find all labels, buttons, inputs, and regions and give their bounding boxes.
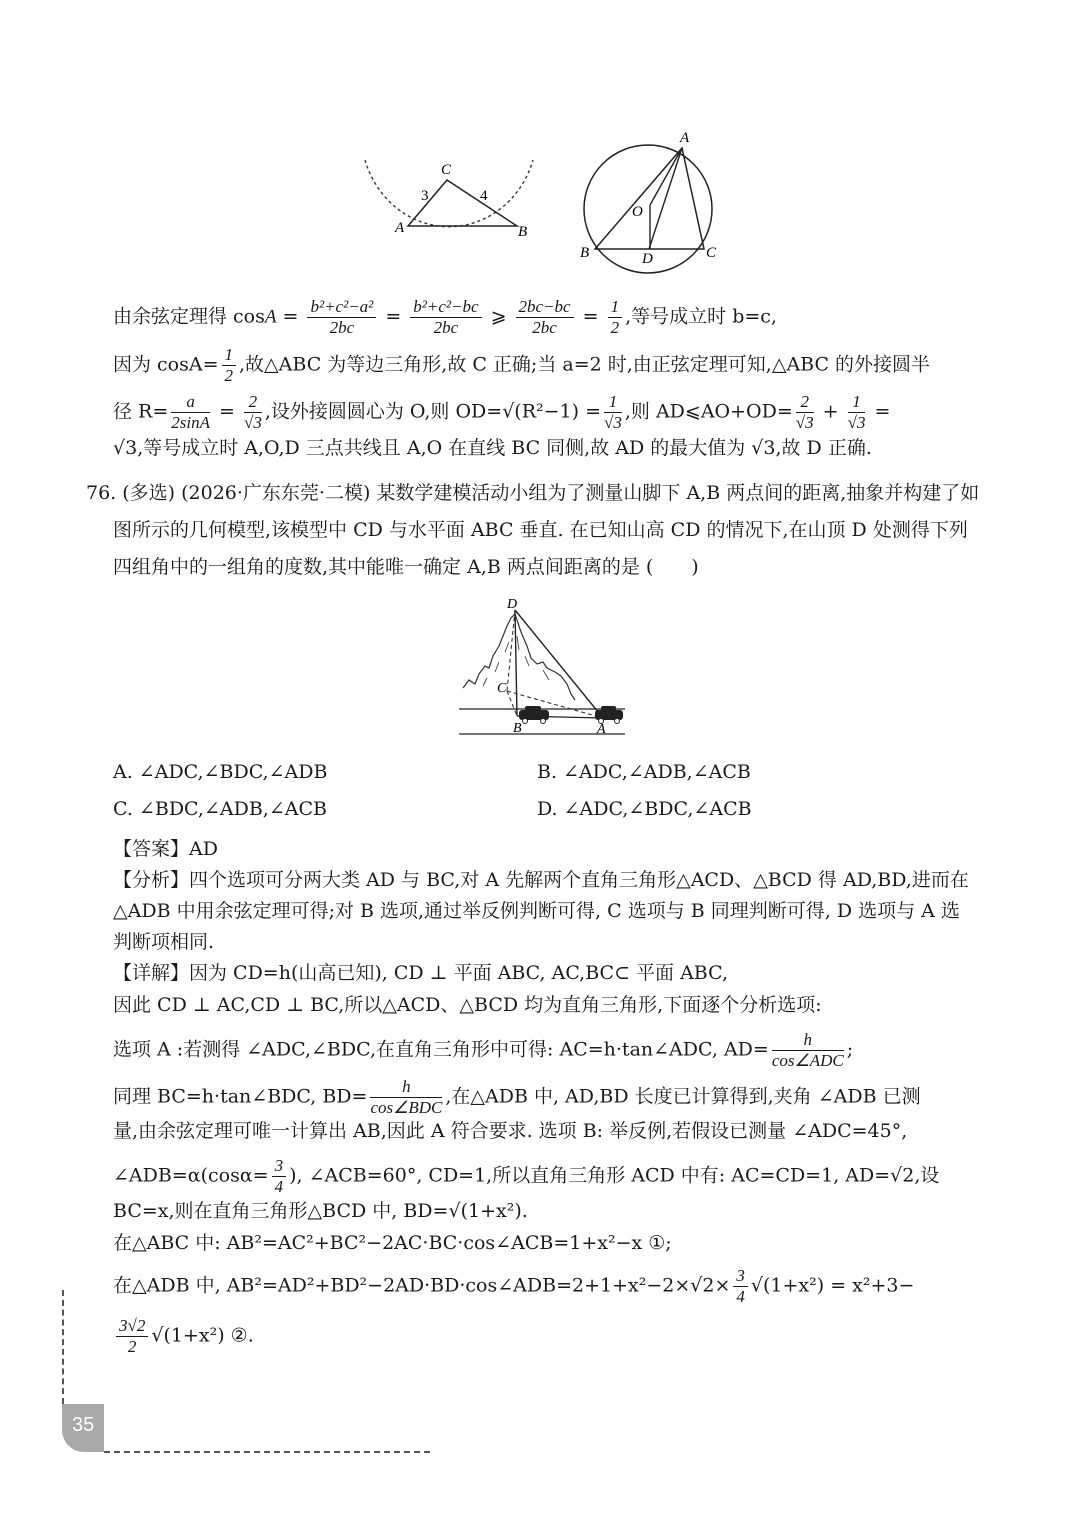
page-number: 35 bbox=[72, 1414, 95, 1436]
fraction: $\frac{h}{\text{cos∠ADC}}$ bbox=[771, 1030, 844, 1070]
fraction: $\frac{3}{4}$ bbox=[272, 1156, 287, 1197]
mountain-label-a: A bbox=[597, 722, 606, 737]
fraction: $\frac{3√2}{2}$ bbox=[116, 1316, 148, 1357]
page-border-horizontal bbox=[104, 1451, 430, 1453]
fraction: $\frac{h}{\text{cos∠BDC}}$ bbox=[370, 1077, 443, 1117]
fraction: $\frac{a}{2\sin A}$ bbox=[171, 392, 210, 432]
detail-line2: 因此 CD ⊥ AC,CD ⊥ BC,所以△ACD、△BCD 均为直角三角形,下面逐个分析选项: bbox=[113, 994, 822, 1016]
circle-label-o: O bbox=[632, 204, 643, 220]
mountain-label-c: C bbox=[497, 681, 507, 696]
sol75-line2: 因为 cosA= $\frac{1}{2}$ ,故△ABC 为等边三角形,故 C 正确;当 a=2 时,由正弦定理可知,△ABC 的外接圆半 bbox=[113, 345, 931, 385]
page-border-vertical bbox=[62, 1290, 64, 1404]
analysis-line1: 【分析】四个选项可分两大类 AD 与 BC,对 A 先解两个直角三角形△ACD、△BCD 得 AD,BD,进而在 bbox=[113, 869, 969, 891]
option-a[interactable]: A. ∠ADC,∠BDC,∠ADB bbox=[113, 761, 328, 783]
triangle-figure bbox=[355, 150, 545, 268]
label-side-bc: 4 bbox=[480, 188, 488, 204]
q76-line1: 76. (多选) (2026·广东东莞·二模) 某数学建模活动小组为了测量山脚下 A,B 两点间的距离,抽象并构建了如 bbox=[86, 482, 980, 504]
option-b[interactable]: B. ∠ADC,∠ADB,∠ACB bbox=[537, 761, 751, 783]
fraction: $\frac{2}{√3}$ bbox=[795, 392, 814, 432]
sol75-line3: 径 R= $\frac{a}{2\sin A}$ = $\frac{2}{√3}$ ,设外接圆圆心为 O,则 OD=√(R²−1) = $\frac{1}{√3}$ ,则 AD⩽AO+OD= $\frac{2}{√3}$ + $\frac{1}{√3}$ = bbox=[113, 392, 891, 432]
analysis-line2: △ADB 中用余弦定理可得;对 B 选项,通过举反例判断可得, C 选项与 B 同理判断可得, D 选项与 A 选 bbox=[113, 900, 960, 922]
mountain-label-d: D bbox=[507, 597, 518, 612]
sol75-line4: √3,等号成立时 A,O,D 三点共线且 A,O 在直线 BC 同侧,故 AD 的最大值为 √3,故 D 正确. bbox=[113, 437, 872, 459]
detail-line10: $\frac{3√2}{2}$ √(1+x²) ②. bbox=[113, 1316, 254, 1357]
mountain-model-figure bbox=[455, 596, 631, 740]
sol75-line1: 由余弦定理得 cosA = $\frac{\text{b²+c²−a²}}{2bc}$ = $\frac{\text{b²+c²−bc}}{2bc}$ ⩾ $\frac{2bc-bc}{2bc}$ = $\frac{1}{2}$ ,等号成立时 b=c, bbox=[113, 297, 777, 337]
circumcircle-figure bbox=[570, 126, 730, 274]
fraction: $\frac{\text{b²+c²−a²}}{2bc}$ bbox=[307, 297, 376, 338]
fraction: $\frac{2bc-bc}{2bc}$ bbox=[516, 297, 574, 338]
fraction: $\frac{1}{2}$ bbox=[608, 297, 623, 338]
fraction: $\frac{\text{b²+c²−bc}}{2bc}$ bbox=[410, 297, 481, 338]
detail-line7: BC=x,则在直角三角形△BCD 中, BD=√(1+x²). bbox=[113, 1200, 528, 1222]
label-side-ac: 3 bbox=[421, 188, 429, 204]
detail-line4: 同理 BC=h·tan∠BDC, BD= $\frac{h}{\text{cos∠BDC}}$ ,在△ADB 中, AD,BD 长度已计算得到,夹角 ∠ADB 已测 bbox=[113, 1077, 921, 1117]
circle-label-c: C bbox=[706, 245, 717, 261]
mountain-label-b: B bbox=[513, 721, 522, 736]
detail-line1: 【详解】因为 CD=h(山高已知), CD ⊥ 平面 ABC, AC,BC⊂ 平面 ABC, bbox=[113, 962, 729, 984]
detail-line3: 选项 A :若测得 ∠ADC,∠BDC,在直角三角形中可得: AC=h·tan∠ADC, AD= $\frac{h}{\text{cos∠ADC}}$ ; bbox=[113, 1030, 854, 1070]
answer-line: 【答案】AD bbox=[113, 838, 218, 860]
fraction: $\frac{1}{√3}$ bbox=[847, 392, 866, 432]
circle-label-a: A bbox=[680, 130, 690, 146]
option-d[interactable]: D. ∠ADC,∠BDC,∠ACB bbox=[537, 798, 752, 820]
q76-line3: 四组角中的一组角的度数,其中能唯一确定 A,B 两点间距离的是 ( ) bbox=[113, 556, 699, 578]
circle-label-b: B bbox=[580, 245, 590, 261]
option-c[interactable]: C. ∠BDC,∠ADB,∠ACB bbox=[113, 798, 327, 820]
detail-line9: 在△ADB 中, AB²=AD²+BD²−2AD·BD·cos∠ADB=2+1+x²−2×√2× $\frac{3}{4}$ √(1+x²) = x²+3− bbox=[113, 1266, 915, 1306]
fraction: $\frac{1}{√3}$ bbox=[604, 392, 622, 432]
q76-line2: 图所示的几何模型,该模型中 CD 与水平面 ABC 垂直. 在已知山高 CD 的情况下,在山顶 D 处测得下列 bbox=[113, 519, 968, 541]
detail-line5: 量,由余弦定理可唯一计算出 AB,因此 A 符合要求. 选项 B: 举反例,若假设已测量 ∠ADC=45°, bbox=[113, 1120, 908, 1142]
circle-label-d: D bbox=[642, 251, 653, 267]
fraction: $\frac{2}{√3}$ bbox=[244, 392, 262, 432]
label-c: C bbox=[441, 162, 452, 178]
detail-line8: 在△ABC 中: AB²=AC²+BC²−2AC·BC·cos∠ACB=1+x²−x ①; bbox=[113, 1232, 672, 1254]
label-b: B bbox=[518, 224, 528, 240]
detail-line6: ∠ADB=α(cosα= $\frac{3}{4}$ ), ∠ACB=60°, CD=1,所以直角三角形 ACD 中有: AC=CD=1, AD=√2,设 bbox=[113, 1156, 940, 1196]
analysis-line3: 判断项相同. bbox=[113, 931, 215, 953]
fraction: $\frac{3}{4}$ bbox=[733, 1266, 748, 1307]
label-a: A bbox=[395, 220, 405, 236]
fraction: $\frac{1}{2}$ bbox=[222, 345, 237, 386]
